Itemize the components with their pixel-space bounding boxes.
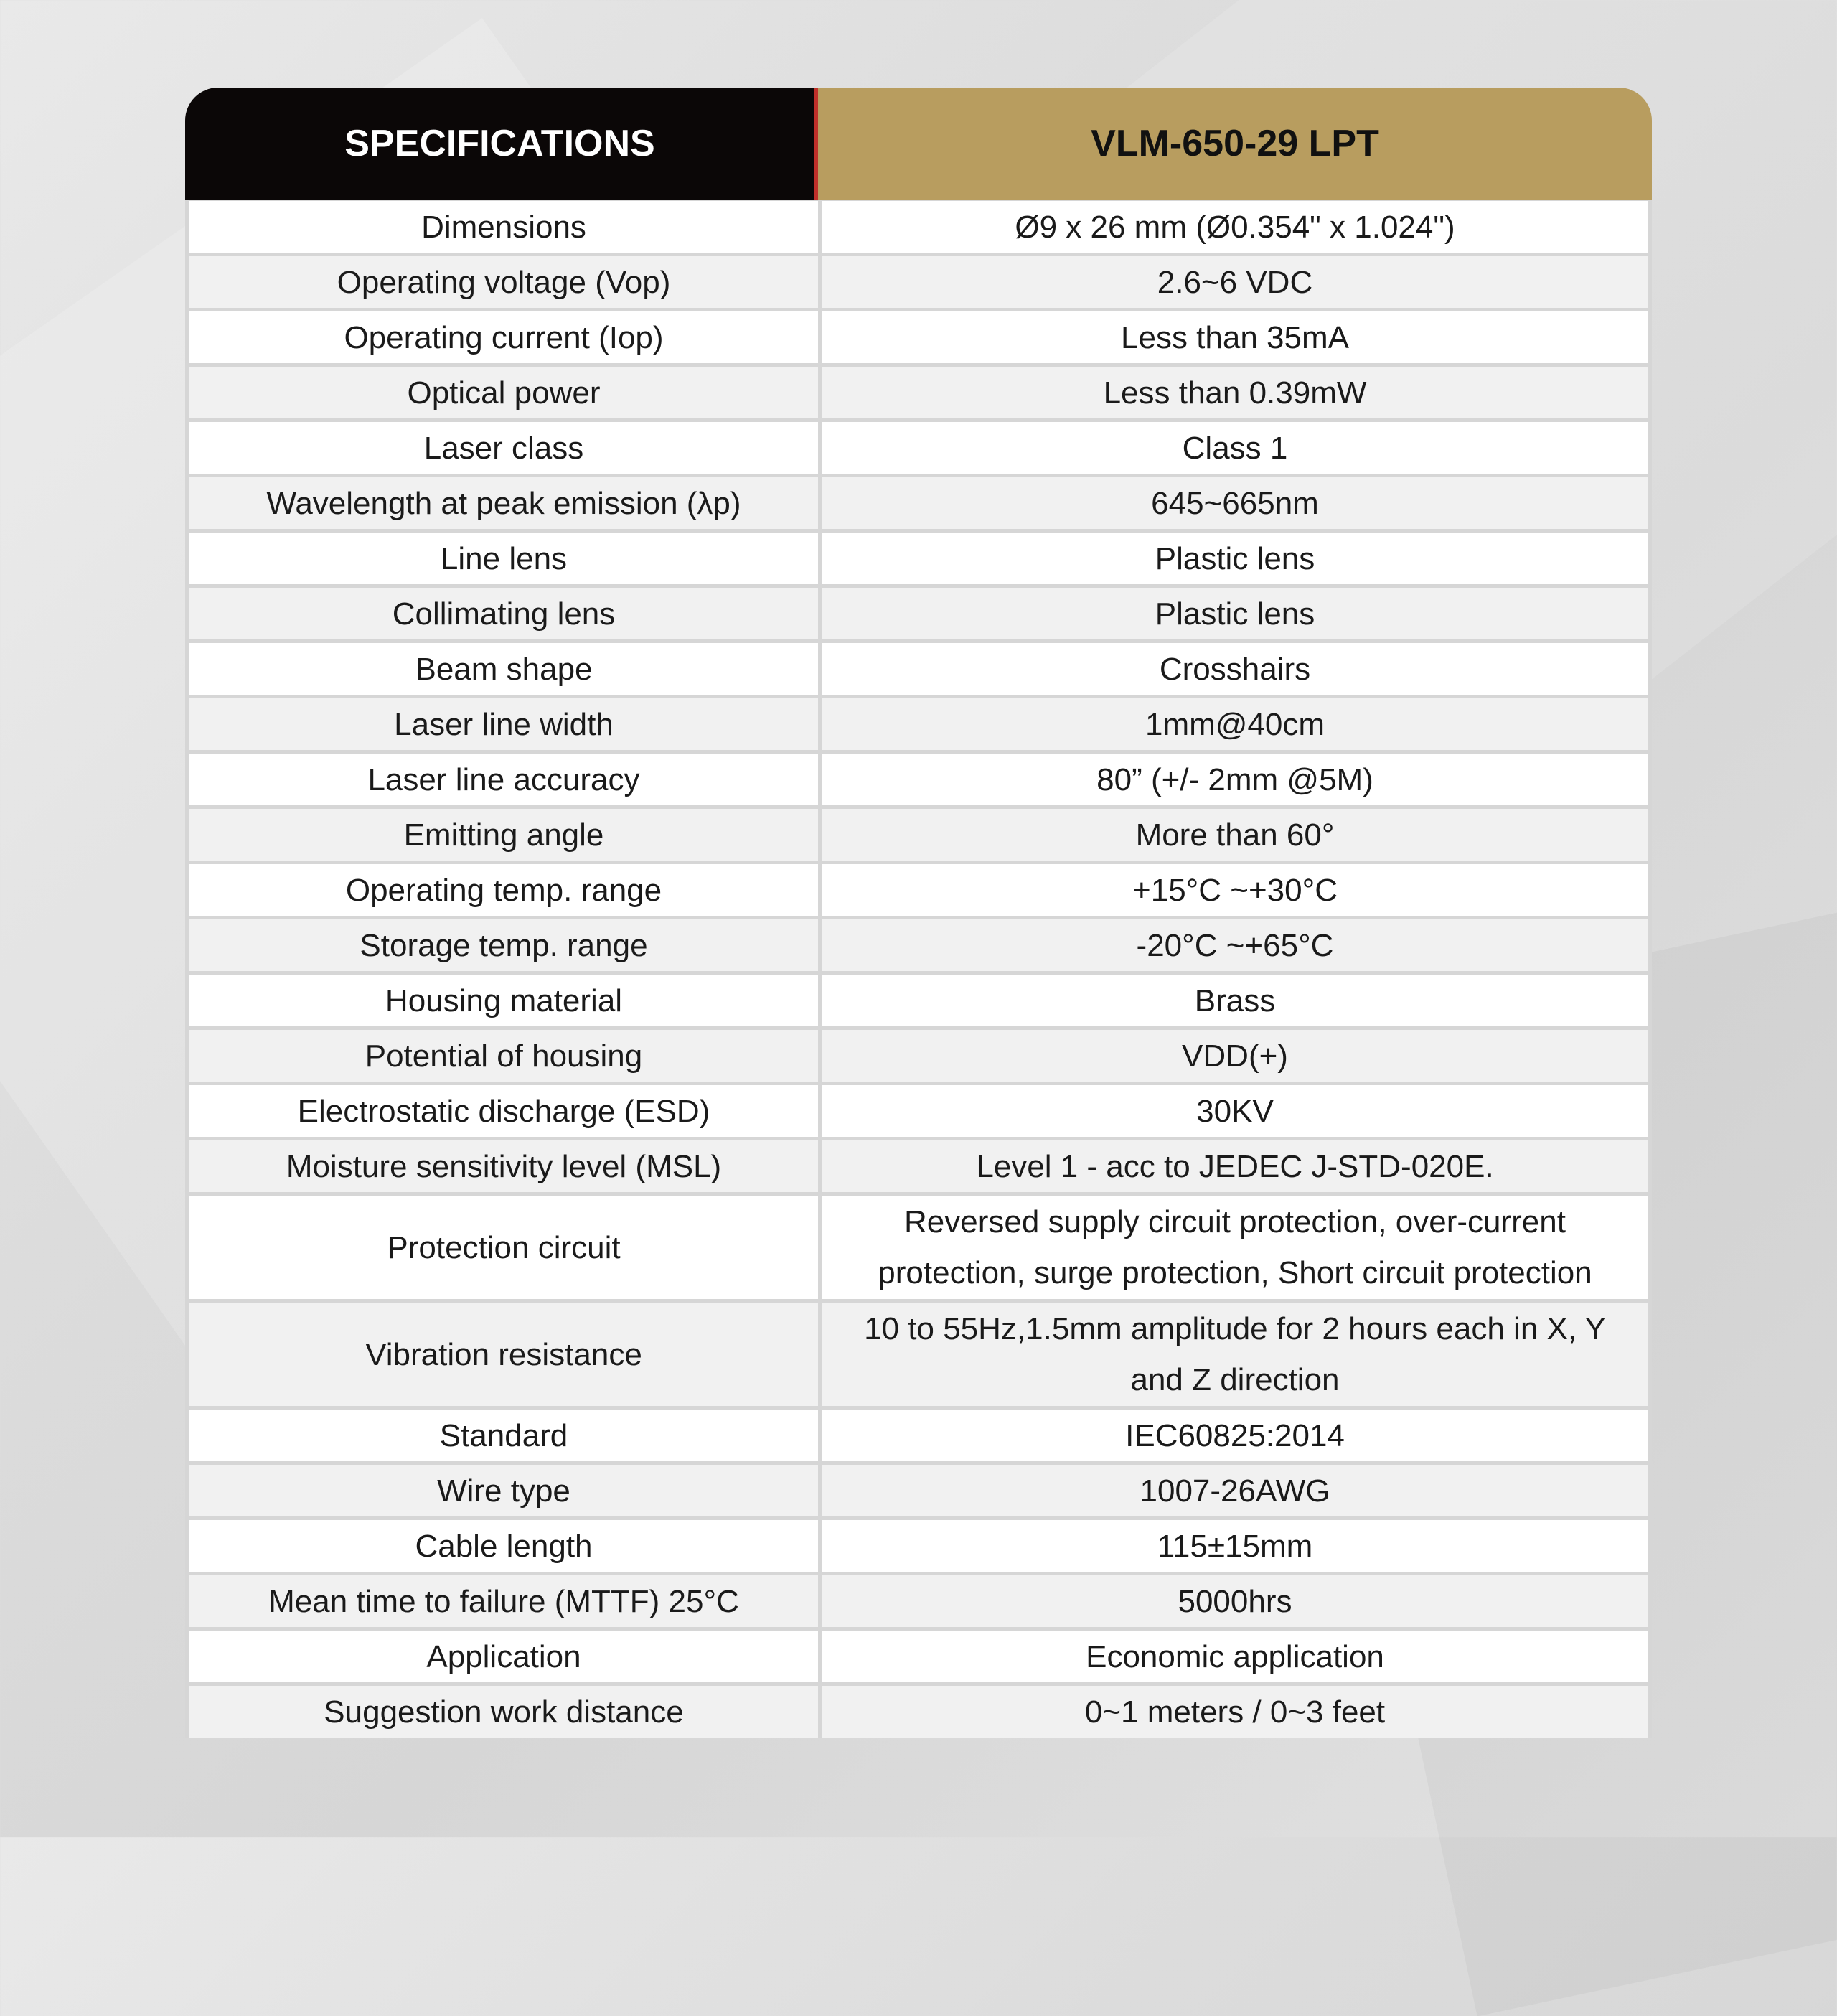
spec-value: 80” (+/- 2mm @5M)	[822, 754, 1648, 805]
spec-value: 5000hrs	[822, 1575, 1648, 1627]
spec-label: Collimating lens	[189, 588, 818, 639]
table-row	[189, 477, 1648, 533]
spec-label: Moisture sensitivity level (MSL)	[189, 1140, 818, 1192]
spec-label: Laser line width	[189, 698, 818, 750]
table-row	[189, 1303, 1648, 1410]
spec-label: Dimensions	[189, 201, 818, 253]
spec-label: Housing material	[189, 975, 818, 1026]
spec-label: Optical power	[189, 367, 818, 418]
table-row	[189, 1030, 1648, 1085]
spec-value: 2.6~6 VDC	[822, 256, 1648, 308]
spec-value: Plastic lens	[822, 588, 1648, 639]
table-row	[189, 256, 1648, 311]
spec-label: Operating current (Iop)	[189, 311, 818, 363]
table-row	[189, 864, 1648, 919]
spec-label: Operating voltage (Vop)	[189, 256, 818, 308]
spec-value: More than 60°	[822, 809, 1648, 861]
spec-value: Plastic lens	[822, 533, 1648, 584]
spec-label: Electrostatic discharge (ESD)	[189, 1085, 818, 1137]
table-row	[189, 311, 1648, 367]
spec-value: 645~665nm	[822, 477, 1648, 529]
spec-value: Less than 0.39mW	[822, 367, 1648, 418]
spec-label: Standard	[189, 1410, 818, 1461]
spec-value: VDD(+)	[822, 1030, 1648, 1082]
spec-value: Less than 35mA	[822, 311, 1648, 363]
spec-value: IEC60825:2014	[822, 1410, 1648, 1461]
spec-label: Emitting angle	[189, 809, 818, 861]
spec-value: 10 to 55Hz,1.5mm amplitude for 2 hours each in X, Y and Z direction	[822, 1303, 1648, 1406]
spec-label: Vibration resistance	[189, 1303, 818, 1406]
spec-value: Economic application	[822, 1631, 1648, 1682]
table-row	[189, 588, 1648, 643]
spec-label: Mean time to failure (MTTF) 25°C	[189, 1575, 818, 1627]
spec-label: Line lens	[189, 533, 818, 584]
spec-label: Laser class	[189, 422, 818, 474]
spec-value: Class 1	[822, 422, 1648, 474]
table-row	[189, 1410, 1648, 1465]
table-row	[189, 643, 1648, 698]
spec-value: Level 1 - acc to JEDEC J-STD-020E.	[822, 1140, 1648, 1192]
table-row	[189, 1196, 1648, 1303]
table-row	[189, 698, 1648, 754]
table-header	[185, 88, 1652, 200]
table-row	[189, 1465, 1648, 1520]
spec-label: Potential of housing	[189, 1030, 818, 1082]
header-specifications: SPECIFICATIONS	[185, 88, 818, 200]
spec-label: Application	[189, 1631, 818, 1682]
spec-value: Crosshairs	[822, 643, 1648, 695]
spec-label: Wavelength at peak emission (λp)	[189, 477, 818, 529]
spec-label: Suggestion work distance	[189, 1686, 818, 1738]
table-row	[189, 1575, 1648, 1631]
table-row	[189, 367, 1648, 422]
table-row	[189, 1085, 1648, 1140]
spec-label: Beam shape	[189, 643, 818, 695]
spec-value: +15°C ~+30°C	[822, 864, 1648, 916]
spec-value: 0~1 meters / 0~3 feet	[822, 1686, 1648, 1738]
table-row	[189, 1140, 1648, 1196]
table-row	[189, 201, 1648, 256]
spec-value: 1007-26AWG	[822, 1465, 1648, 1516]
spec-value: 115±15mm	[822, 1520, 1648, 1572]
spec-value: 30KV	[822, 1085, 1648, 1137]
spec-value: -20°C ~+65°C	[822, 919, 1648, 971]
spec-label: Cable length	[189, 1520, 818, 1572]
table-row	[189, 1520, 1648, 1575]
table-row	[189, 422, 1648, 477]
table-body	[185, 200, 1652, 1738]
table-row	[189, 1686, 1648, 1738]
table-row	[189, 975, 1648, 1030]
header-model: VLM-650-29 LPT	[818, 88, 1652, 200]
spec-label: Wire type	[189, 1465, 818, 1516]
spec-value: Ø9 x 26 mm (Ø0.354" x 1.024")	[822, 201, 1648, 253]
spec-label: Laser line accuracy	[189, 754, 818, 805]
spec-value: Brass	[822, 975, 1648, 1026]
specifications-table	[185, 88, 1652, 1738]
spec-label: Protection circuit	[189, 1196, 818, 1299]
spec-value: Reversed supply circuit protection, over-current protection, surge protection, Short circuit protection	[822, 1196, 1648, 1299]
spec-value: 1mm@40cm	[822, 698, 1648, 750]
table-row	[189, 809, 1648, 864]
spec-label: Storage temp. range	[189, 919, 818, 971]
table-row	[189, 919, 1648, 975]
table-row	[189, 533, 1648, 588]
table-row	[189, 1631, 1648, 1686]
table-row	[189, 754, 1648, 809]
spec-label: Operating temp. range	[189, 864, 818, 916]
